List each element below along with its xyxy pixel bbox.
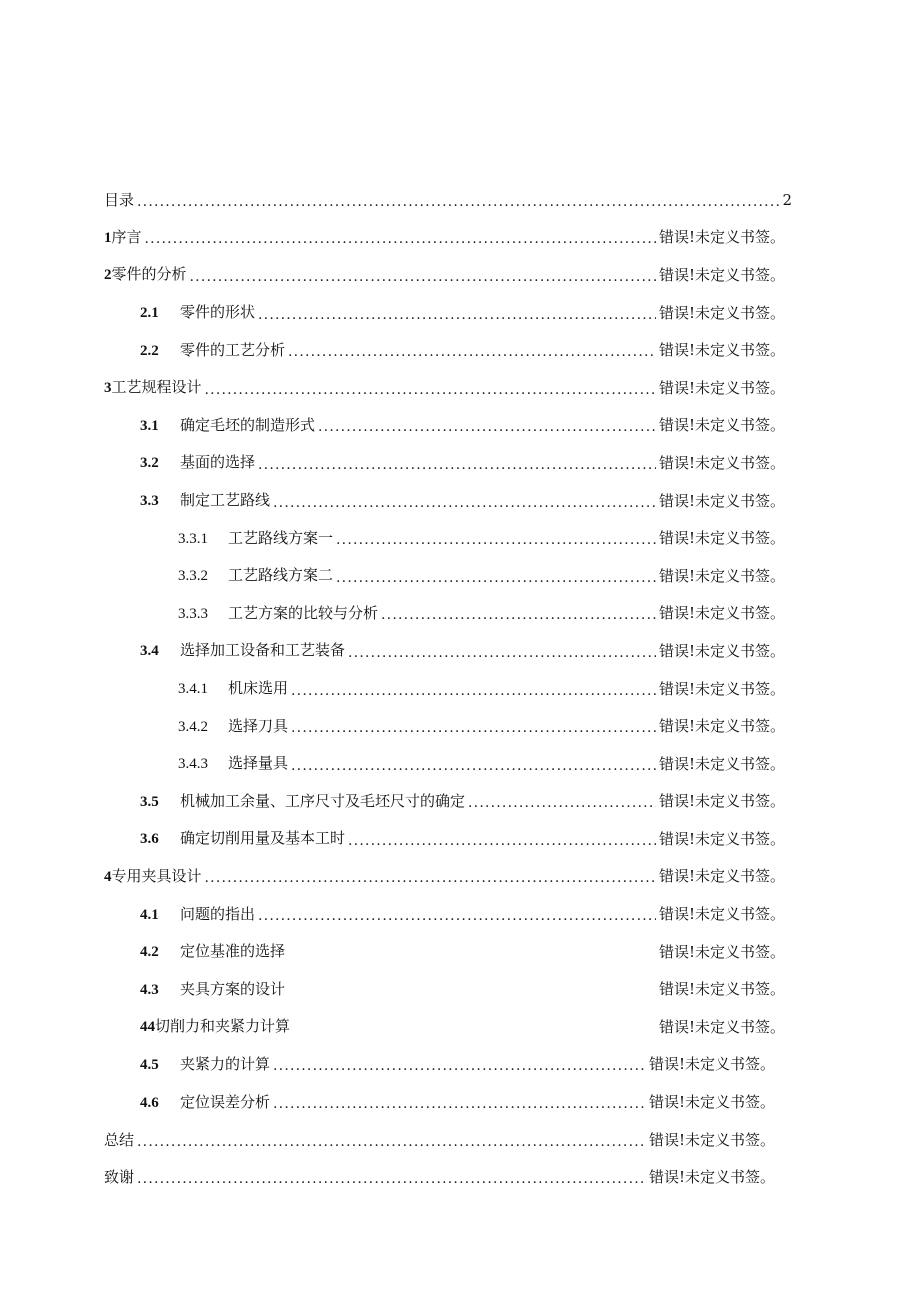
toc-entry-label bbox=[178, 753, 288, 774]
toc-entry[interactable] bbox=[0, 895, 920, 933]
toc-dot-leader bbox=[137, 1132, 646, 1152]
toc-entry-page: 错误!未定义书签。 bbox=[658, 867, 785, 886]
toc-entry[interactable] bbox=[0, 1083, 920, 1121]
toc-entry-number: 4.1 bbox=[140, 906, 159, 923]
toc-entry-label bbox=[104, 227, 142, 248]
toc-entry-title: 定位基准的选择 bbox=[180, 942, 286, 961]
table-of-contents bbox=[0, 181, 920, 1196]
toc-entry-title: 问题的指出 bbox=[180, 904, 256, 923]
toc-entry-label bbox=[140, 490, 270, 511]
toc-entry-page: 错误!未定义书签。 bbox=[658, 679, 785, 698]
toc-entry-page: 错误!未定义书签。 bbox=[658, 1017, 785, 1036]
toc-entry-label bbox=[104, 1167, 134, 1187]
toc-entry-label bbox=[140, 828, 345, 849]
toc-entry-number: 3.3.3 bbox=[178, 605, 208, 622]
toc-dot-leader bbox=[291, 756, 656, 776]
toc-dot-leader bbox=[258, 906, 656, 926]
toc-entry-label bbox=[104, 190, 134, 210]
toc-entry-title: 总结 bbox=[104, 1130, 135, 1149]
toc-entry-number: 1 bbox=[104, 229, 112, 246]
toc-entry-title: 序言 bbox=[111, 227, 142, 246]
toc-entry-title: 夹具方案的设计 bbox=[180, 979, 286, 998]
toc-entry-number: 3.1 bbox=[140, 417, 159, 434]
toc-entry-title: 确定毛坯的制造形式 bbox=[180, 415, 316, 434]
toc-entry-number: 2.2 bbox=[140, 342, 159, 359]
toc-dot-leader bbox=[336, 530, 656, 550]
toc-entry-page: 错误!未定义书签。 bbox=[658, 265, 785, 284]
toc-entry-page: 错误!未定义书签。 bbox=[658, 942, 785, 961]
toc-entry-number: 3.5 bbox=[140, 793, 159, 810]
toc-dot-leader bbox=[273, 1094, 646, 1114]
toc-entry-page: 错误!未定义书签。 bbox=[658, 717, 785, 736]
toc-entry-title: 定位误差分析 bbox=[180, 1092, 271, 1111]
toc-entry-title: 专用夹具设计 bbox=[111, 866, 202, 885]
toc-entry-page: 错误!未定义书签。 bbox=[658, 228, 785, 247]
toc-entry[interactable] bbox=[0, 256, 920, 294]
toc-entry[interactable] bbox=[0, 595, 920, 633]
toc-entry-number: 3.2 bbox=[140, 455, 159, 472]
toc-dot-leader bbox=[145, 229, 656, 249]
toc-entry-title: 零件的分析 bbox=[111, 265, 187, 284]
toc-entry-number: 2.1 bbox=[140, 305, 159, 322]
toc-entry-title: 工艺方案的比较与分析 bbox=[228, 603, 379, 622]
toc-entry-page: 错误!未定义书签。 bbox=[658, 566, 785, 585]
toc-dot-leader bbox=[348, 643, 656, 663]
toc-entry-label bbox=[140, 640, 345, 661]
toc-entry-number: 3.3 bbox=[140, 493, 159, 510]
toc-entry-label bbox=[178, 603, 378, 624]
toc-entry-number: 44 bbox=[140, 1019, 155, 1036]
toc-entry-page: 错误!未定义书签。 bbox=[658, 453, 785, 472]
toc-entry-page: 错误!未定义书签。 bbox=[648, 1130, 775, 1149]
toc-dot-leader bbox=[190, 267, 656, 287]
toc-entry-page: 错误!未定义书签。 bbox=[648, 1168, 775, 1187]
toc-entry[interactable] bbox=[0, 331, 920, 369]
toc-entry[interactable] bbox=[0, 1008, 920, 1046]
toc-entry-page: 错误!未定义书签。 bbox=[648, 1093, 775, 1112]
toc-entry-title: 工艺路线方案二 bbox=[228, 566, 334, 585]
toc-dot-leader bbox=[137, 192, 779, 212]
toc-dot-leader bbox=[381, 605, 656, 625]
toc-entry-number: 4.2 bbox=[140, 944, 159, 961]
toc-dot-leader bbox=[468, 793, 656, 813]
toc-entry[interactable] bbox=[0, 519, 920, 557]
toc-entry-label bbox=[178, 565, 333, 586]
toc-entry-title: 选择加工设备和工艺装备 bbox=[180, 641, 346, 660]
toc-entry-page: 错误!未定义书签。 bbox=[658, 604, 785, 623]
toc-entry-number: 3.4.2 bbox=[178, 718, 208, 735]
toc-entry[interactable] bbox=[0, 482, 920, 520]
toc-entry-number: 4.3 bbox=[140, 981, 159, 998]
toc-entry-label bbox=[140, 1016, 290, 1037]
toc-entry-title: 零件的工艺分析 bbox=[180, 340, 286, 359]
toc-entry-number: 3 bbox=[104, 380, 112, 397]
toc-entry[interactable] bbox=[0, 1121, 920, 1159]
toc-entry-label bbox=[140, 1054, 270, 1075]
toc-entry-number: 3.4 bbox=[140, 643, 159, 660]
toc-entry-title: 选择刀具 bbox=[228, 716, 289, 735]
toc-entry[interactable] bbox=[0, 707, 920, 745]
toc-dot-leader bbox=[291, 681, 656, 701]
toc-entry-label bbox=[140, 979, 285, 1000]
toc-entry[interactable] bbox=[0, 557, 920, 595]
toc-entry-title: 夹紧力的计算 bbox=[180, 1054, 271, 1073]
toc-entry-label bbox=[140, 415, 315, 436]
toc-entry-page: 错误!未定义书签。 bbox=[658, 416, 785, 435]
toc-entry-title: 目录 bbox=[104, 190, 135, 209]
toc-entry-page: 错误!未定义书签。 bbox=[658, 641, 785, 660]
toc-entry[interactable] bbox=[0, 294, 920, 332]
toc-entry[interactable] bbox=[0, 933, 920, 971]
toc-dot-leader bbox=[348, 831, 656, 851]
toc-entry-label bbox=[178, 716, 288, 737]
toc-entry-title: 制定工艺路线 bbox=[180, 491, 271, 510]
toc-entry-title: 机械加工余量、工序尺寸及毛坯尺寸的确定 bbox=[180, 791, 466, 810]
toc-entry-page: 错误!未定义书签。 bbox=[658, 905, 785, 924]
toc-entry-title: 机床选用 bbox=[228, 679, 289, 698]
toc-entry-title: 工艺规程设计 bbox=[111, 378, 202, 397]
toc-entry[interactable] bbox=[0, 970, 920, 1008]
toc-entry-page: 错误!未定义书签。 bbox=[658, 980, 785, 999]
toc-entry-label bbox=[104, 264, 187, 285]
toc-entry-number: 3.4.3 bbox=[178, 756, 208, 773]
toc-entry[interactable] bbox=[0, 181, 920, 219]
toc-entry-page: 2 bbox=[782, 190, 792, 209]
toc-entry-number: 2 bbox=[104, 267, 112, 284]
toc-entry-title: 切削力和夹紧力计算 bbox=[155, 1017, 291, 1036]
toc-entry[interactable] bbox=[0, 407, 920, 445]
toc-entry[interactable] bbox=[0, 783, 920, 821]
toc-dot-leader bbox=[288, 342, 656, 362]
toc-entry[interactable] bbox=[0, 444, 920, 482]
toc-entry[interactable] bbox=[0, 219, 920, 257]
toc-entry-label bbox=[104, 1130, 134, 1150]
toc-entry-label bbox=[140, 452, 255, 473]
toc-entry-label bbox=[178, 678, 288, 699]
toc-entry-label bbox=[104, 377, 202, 398]
toc-entry-number: 4.6 bbox=[140, 1094, 159, 1111]
toc-entry-label bbox=[140, 941, 285, 962]
toc-dot-leader bbox=[291, 718, 656, 738]
toc-entry-label bbox=[140, 904, 255, 925]
toc-dot-leader bbox=[273, 493, 656, 513]
toc-dot-leader bbox=[137, 1169, 646, 1189]
toc-entry-page: 错误!未定义书签。 bbox=[648, 1055, 775, 1074]
toc-entry-number: 4.5 bbox=[140, 1056, 159, 1073]
toc-entry-title: 选择量具 bbox=[228, 754, 289, 773]
toc-entry[interactable] bbox=[0, 1158, 920, 1196]
toc-entry-number: 3.6 bbox=[140, 831, 159, 848]
toc-entry[interactable] bbox=[0, 670, 920, 708]
toc-entry-label bbox=[140, 1092, 270, 1113]
toc-entry-title: 致谢 bbox=[104, 1168, 135, 1187]
toc-dot-leader bbox=[258, 305, 656, 325]
toc-entry-number: 3.4.1 bbox=[178, 681, 208, 698]
toc-entry-number: 3.3.1 bbox=[178, 530, 208, 547]
toc-entry-page: 错误!未定义书签。 bbox=[658, 303, 785, 322]
toc-entry-label bbox=[104, 866, 202, 887]
toc-entry-page: 错误!未定义书签。 bbox=[658, 378, 785, 397]
toc-entry-title: 基面的选择 bbox=[180, 453, 256, 472]
toc-entry-page: 错误!未定义书签。 bbox=[658, 341, 785, 360]
toc-dot-leader bbox=[336, 568, 656, 588]
toc-entry-label bbox=[140, 340, 285, 361]
toc-entry-label bbox=[140, 302, 255, 323]
toc-entry[interactable] bbox=[0, 820, 920, 858]
toc-entry[interactable] bbox=[0, 369, 920, 407]
toc-dot-leader bbox=[258, 455, 656, 475]
toc-entry-page: 错误!未定义书签。 bbox=[658, 792, 785, 811]
toc-entry-number: 4 bbox=[104, 868, 112, 885]
toc-entry[interactable] bbox=[0, 1046, 920, 1084]
toc-entry[interactable] bbox=[0, 632, 920, 670]
toc-dot-leader bbox=[318, 417, 656, 437]
toc-dot-leader bbox=[205, 868, 656, 888]
toc-entry[interactable] bbox=[0, 745, 920, 783]
toc-entry-title: 确定切削用量及基本工时 bbox=[180, 829, 346, 848]
toc-entry-page: 错误!未定义书签。 bbox=[658, 829, 785, 848]
toc-entry-label bbox=[140, 791, 465, 812]
toc-entry[interactable] bbox=[0, 858, 920, 896]
toc-entry-label bbox=[178, 528, 333, 549]
toc-dot-leader bbox=[273, 1056, 646, 1076]
toc-entry-title: 零件的形状 bbox=[180, 303, 256, 322]
toc-entry-page: 错误!未定义书签。 bbox=[658, 529, 785, 548]
toc-entry-page: 错误!未定义书签。 bbox=[658, 754, 785, 773]
toc-dot-leader bbox=[205, 380, 656, 400]
toc-entry-number: 3.3.2 bbox=[178, 568, 208, 585]
toc-entry-title: 工艺路线方案一 bbox=[228, 528, 334, 547]
toc-entry-page: 错误!未定义书签。 bbox=[658, 491, 785, 510]
